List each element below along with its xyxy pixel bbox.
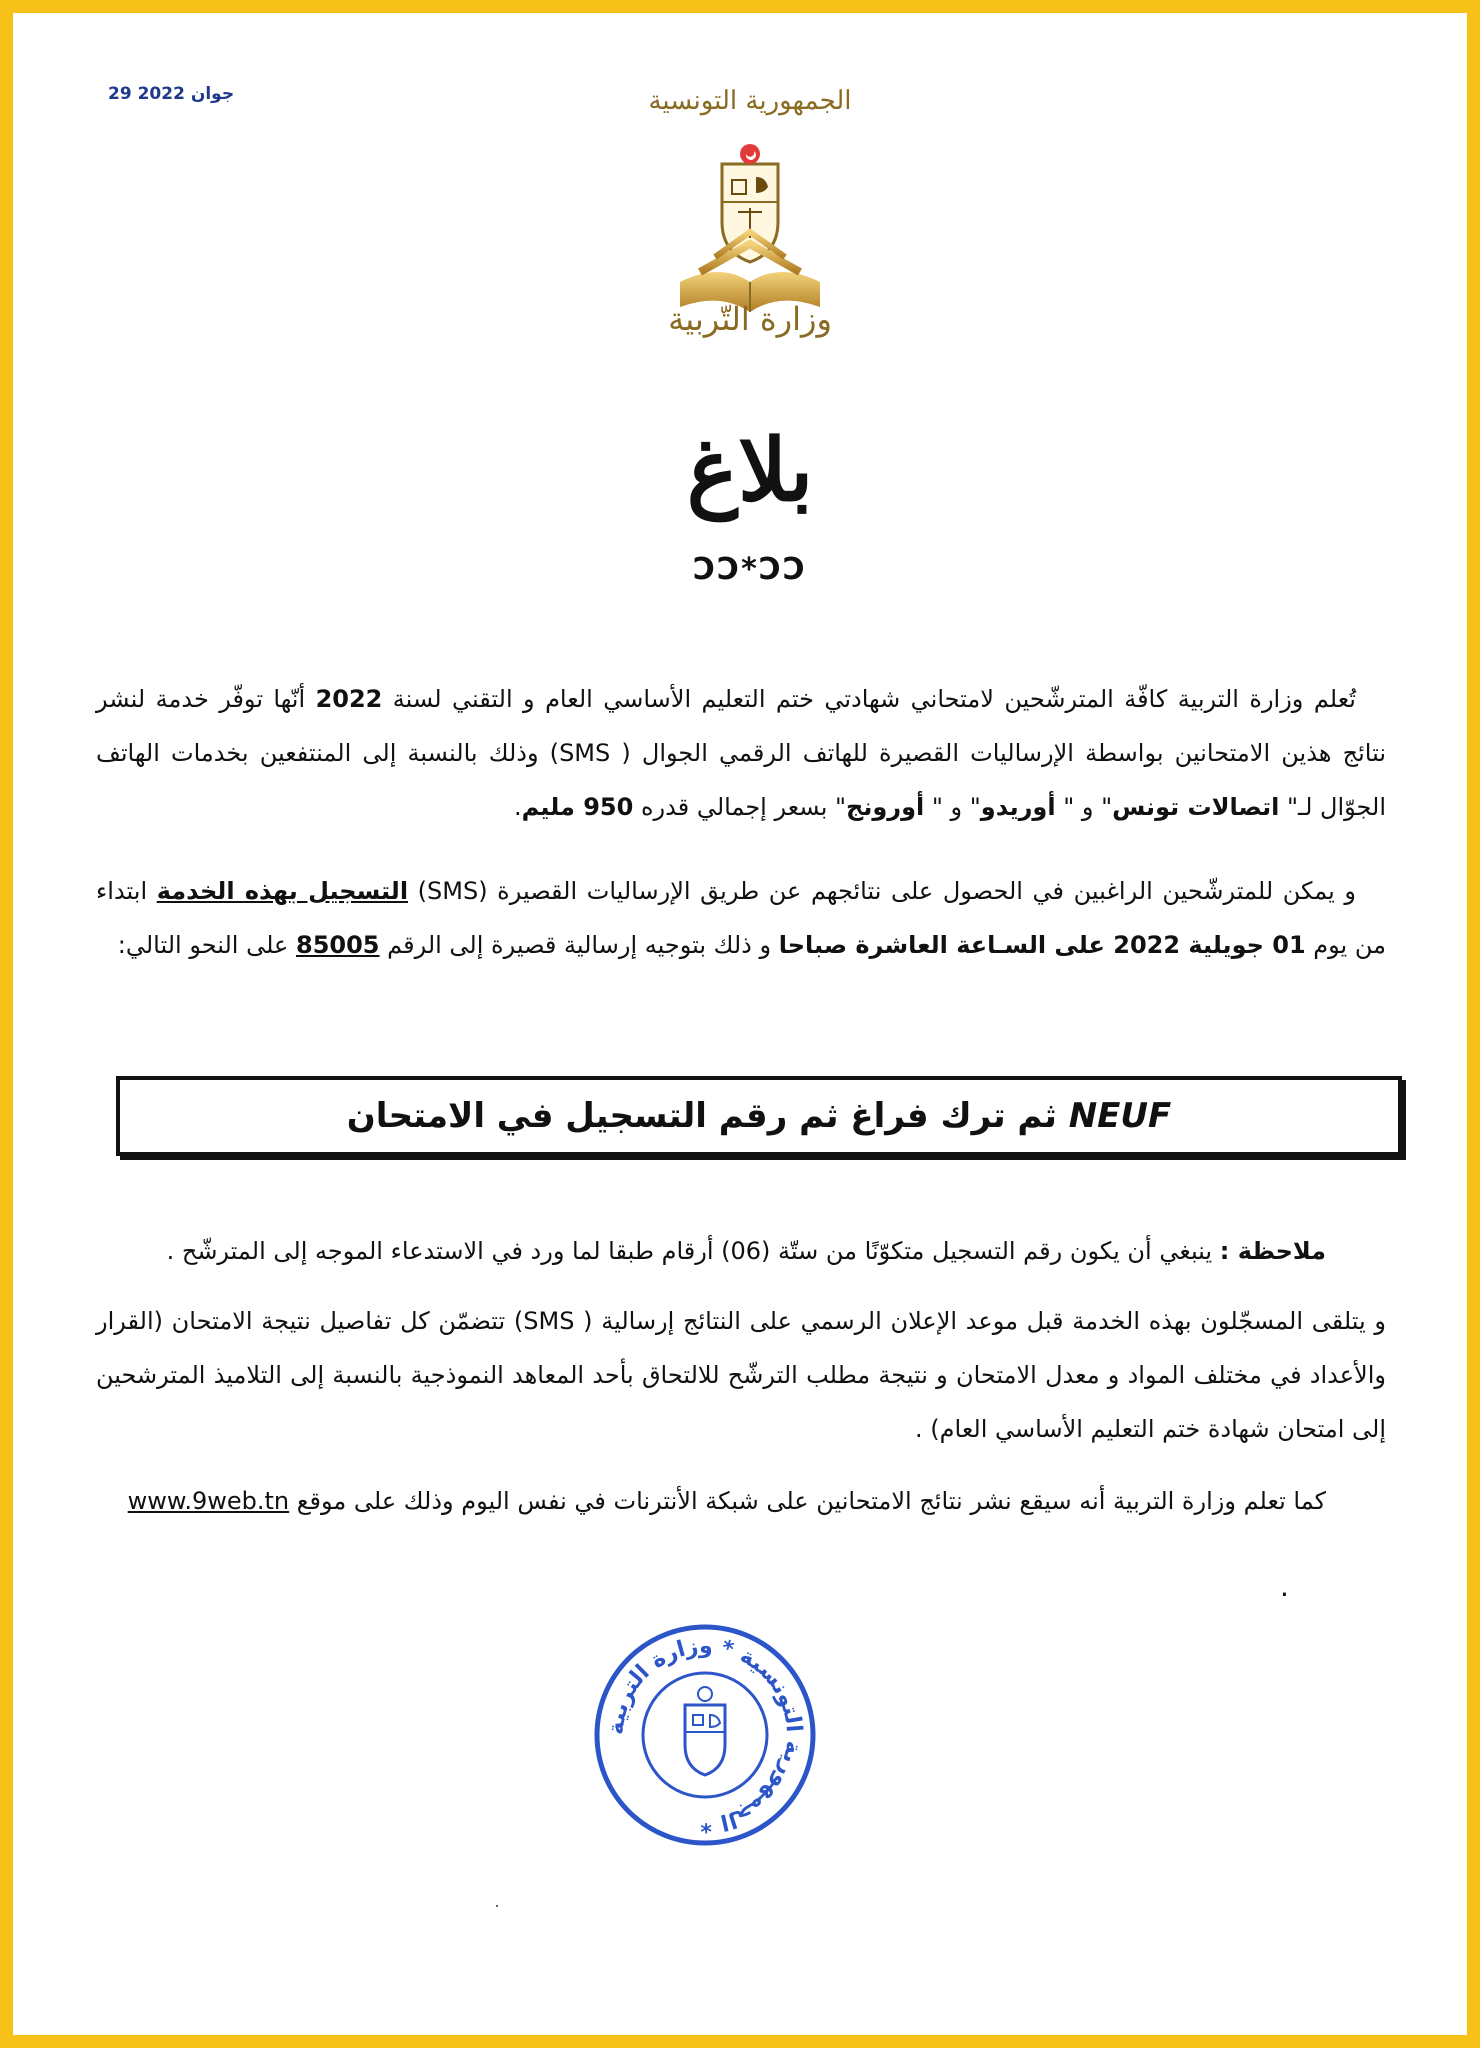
paragraph-details: و يتلقى المسجّلون بهذه الخدمة قبل موعد الإعلان الرسمي على النتائج إرسالية ( SMS) تتضمّن كل تفاصيل نتيجة الامتحان (القرار والأعداد في مختلف المواد و معدل الامتحان و نتيجة مطلب الترشّح للالتحاق بأحد المعاهد النموذجية بالنسبة إلى التلاميذ المترشحين إلى امتحان شهادة ختم التعليم الأساسي العام) . [96,1307,1386,1443]
stamp-text: الجمهورية التونسية * وزارة التربية * [603,1633,807,1837]
svg-text:الجمهورية التونسية * وزارة الت [604,1634,806,1836]
note-text: ينبغي أن يكون رقم التسجيل متكوّنًا من ستّة (06) أرقام طبقا لما ورد في الاستدعاء الموجه إلى المترشّح . [166,1237,1220,1265]
p1-text-e: " بسعر إجمالي قدره [633,793,847,821]
p1-text-f: . [513,793,522,821]
register-service-phrase: التسجيل بهذه الخدمة [156,877,409,905]
service-price: 950 مليم [521,793,634,821]
paragraph-registration [96,864,1386,972]
p1-text-c: " و " [1055,793,1113,821]
operator-orange: أورونج [846,793,925,821]
p1-text-a: تُعلم وزارة التربية كافّة المترشّحين لامتحاني شهادتي ختم التعليم الأساسي العام و التقني لسنة [382,685,1356,713]
paragraph-website [96,1474,1386,1528]
stray-dot: . [1280,1570,1289,1603]
p1-year: 2022 [315,685,383,713]
operator-ooredoo: أوريدو [980,793,1056,821]
paragraph-intro [96,672,1386,834]
stray-mark [496,1905,498,1907]
p1-text-d: " و " [924,793,981,821]
sms-number: 85005 [296,931,380,959]
sms-keyword: NEUF [1068,1096,1172,1136]
registration-start: 01 جويلية 2022 على السـاعة العاشرة صباحا [778,931,1306,959]
official-stamp [590,1620,820,1850]
document-date: 29 جوان 2022 [108,84,235,104]
operator-tunisie-telecom: اتصالات تونس [1112,793,1280,821]
ministry-name: وزارة التّربية [668,300,832,338]
p2-text-d: على النحو التالي: [117,931,296,959]
sms-format-box [116,1076,1402,1156]
p2-text-c: و ذلك بتوجيه إرسالية قصيرة إلى الرقم [379,931,779,959]
website-text: كما تعلم وزارة التربية أنه سيقع نشر نتائج الامتحانين على شبكة الأنترنات في نفس اليوم وذلك على موقع [289,1487,1326,1515]
republic-heading: الجمهورية التونسية [648,86,852,116]
note-label: ملاحظة : [1219,1237,1326,1265]
title-ornament: ƆƆ*ƆƆ [693,552,807,587]
p2-text-a: و يمكن للمترشّحين الراغبين في الحصول على نتائجهم عن طريق الإرساليات القصيرة (SMS) [408,877,1356,905]
p1-text-b: أنّها توفّر خدمة لنشر نتائج هذين الامتحانين بواسطة الإرساليات القصيرة للهاتف الرقمي الجوال ( SMS) وذلك بالنسبة إلى المنتفعين بخدمات الهاتف الجوّال لـ" [96,685,1387,821]
website-link[interactable]: www.9web.tn [127,1487,290,1515]
p2-text-b: ابتداء من يوم [96,877,1386,959]
announcement-title: بلاغ [686,420,814,521]
sms-format-text: ثم ترك فراغ ثم رقم التسجيل في الامتحان [346,1096,1069,1136]
paragraph-note [96,1224,1386,1278]
